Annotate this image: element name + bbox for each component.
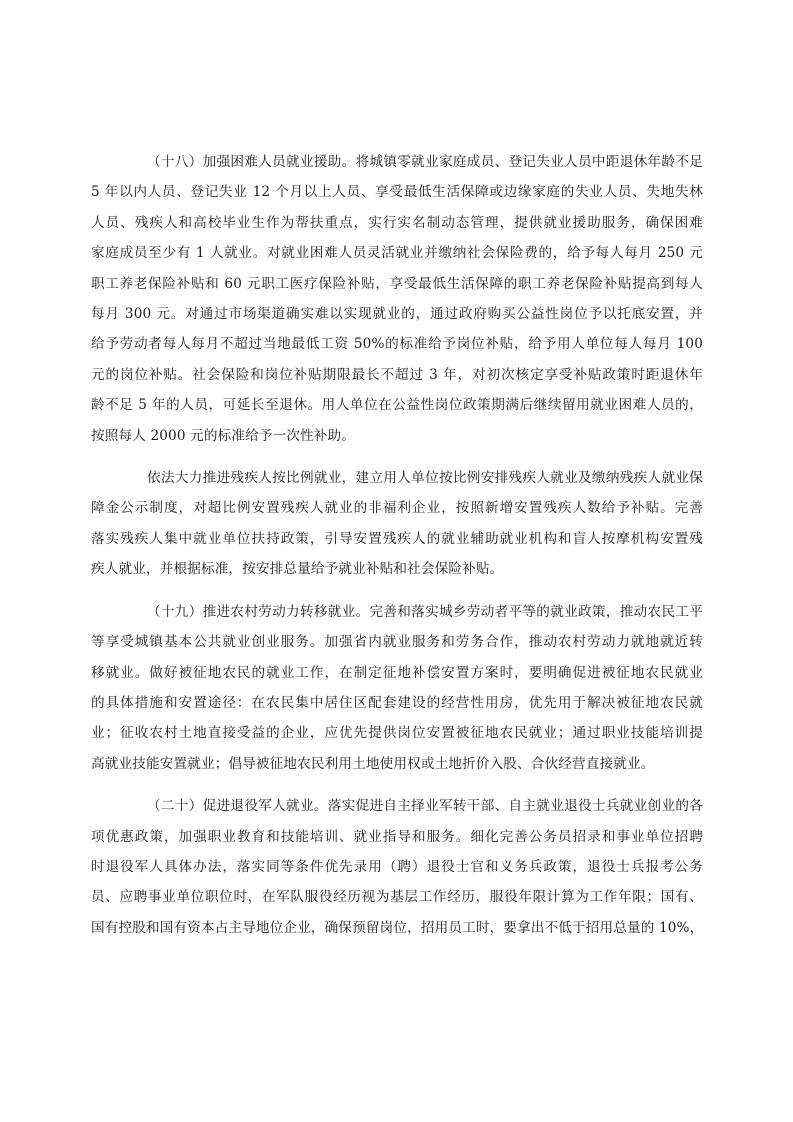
text-line: 的具体措施和安置途径：在农民集中居住区配套建设的经营性用房，优先用于解决被征地农民就 [91,694,703,711]
paragraph-disabled-employment [91,463,703,585]
text-line: 项优惠政策，加强职业教育和技能培训、就业指导和服务。细化完善公务员招录和事业单位招聘 [91,828,703,845]
text-line: 国有控股和国有资本占主导地位企业，确保预留岗位，招用员工时，要拿出不低于招用总量的 10%， [91,919,704,936]
text-line: 时退役军人具体办法，落实同等条件优先录用（聘）退役士官和义务兵政策，退役士兵报考公务 [91,858,703,875]
text-line: 业；征收农村土地直接受益的企业，应优先提供岗位安置被征地农民就业；通过职业技能培训提 [91,725,703,742]
text-line: 等享受城镇基本公共就业创业服务。加强省内就业服务和劳务合作，推动农村劳动力就地就近转 [91,634,703,651]
text-line: （十八）加强困难人员就业援助。将城镇零就业家庭成员、登记失业人员中距退休年龄不足 [147,154,703,170]
text-line: 高就业技能安置就业；倡导被征地农民利用土地使用权或土地折价入股、合伙经营直接就业。 [91,755,655,772]
text-line: 移就业。做好被征地农民的就业工作，在制定征地补偿安置方案时，要明确促进被征地农民就业 [91,664,703,681]
text-line: 人员、残疾人和高校毕业生作为帮扶重点，实行实名制动态管理，提供就业援助服务，确保困难 [91,214,703,231]
text-line: 员、应聘事业单位职位时，在军队服役经历视为基层工作经历，服役年限计算为工作年限；国有、 [91,889,703,906]
text-line: 疾人就业，并根据标准，按安排总量给予就业补贴和社会保险补贴。 [91,561,504,578]
text-line: 家庭成员至少有 1 人就业。对就业困难人员灵活就业并缴纳社会保险费的，给予每人每月 250 元 [91,245,703,262]
paragraph-18-difficult-groups [91,147,703,451]
text-line: 每月 300 元。对通过市场渠道确实难以实现就业的，通过政府购买公益性岗位予以托底安置，并 [91,306,703,323]
paragraph-19-rural-labor [91,597,703,779]
document-page [91,147,703,955]
text-line: 给予劳动者每人每月不超过当地最低工资 50%的标准给予岗位补贴，给予用人单位每人每月 100 [91,336,703,353]
text-line: 职工养老保险补贴和 60 元职工医疗保险补贴，享受最低生活保障的职工养老保险补贴提高到每人 [91,275,703,292]
text-line: 龄不足 5 年的人员，可延长至退休。用人单位在公益性岗位政策期满后继续留用就业困难人员的， [91,397,703,414]
paragraph-20-veterans [91,791,703,943]
text-line: 5 年以内人员、登记失业 12 个月以上人员、享受最低生活保障或边缘家庭的失业人员、失地失林 [91,184,703,201]
text-line: 元的岗位补贴。社会保险和岗位补贴期限最长不超过 3 年，对初次核定享受补贴政策时距退休年 [91,366,703,383]
text-line: 依法大力推进残疾人按比例就业，建立用人单位按比例安排残疾人就业及缴纳残疾人就业保 [147,470,703,487]
text-line: 按照每人 2000 元的标准给予一次性补助。 [91,427,356,444]
text-line: （二十）促进退役军人就业。落实促进自主择业军转干部、自主就业退役士兵就业创业的各 [147,798,703,815]
text-line: 障金公示制度，对超比例安置残疾人就业的非福利企业，按照新增安置残疾人数给予补贴。完善 [91,500,703,517]
text-line: （十九）推进农村劳动力转移就业。完善和落实城乡劳动者平等的就业政策，推动农民工平 [147,603,703,620]
text-line: 落实残疾人集中就业单位扶持政策，引导安置残疾人的就业辅助就业机构和盲人按摩机构安置残 [91,530,703,547]
